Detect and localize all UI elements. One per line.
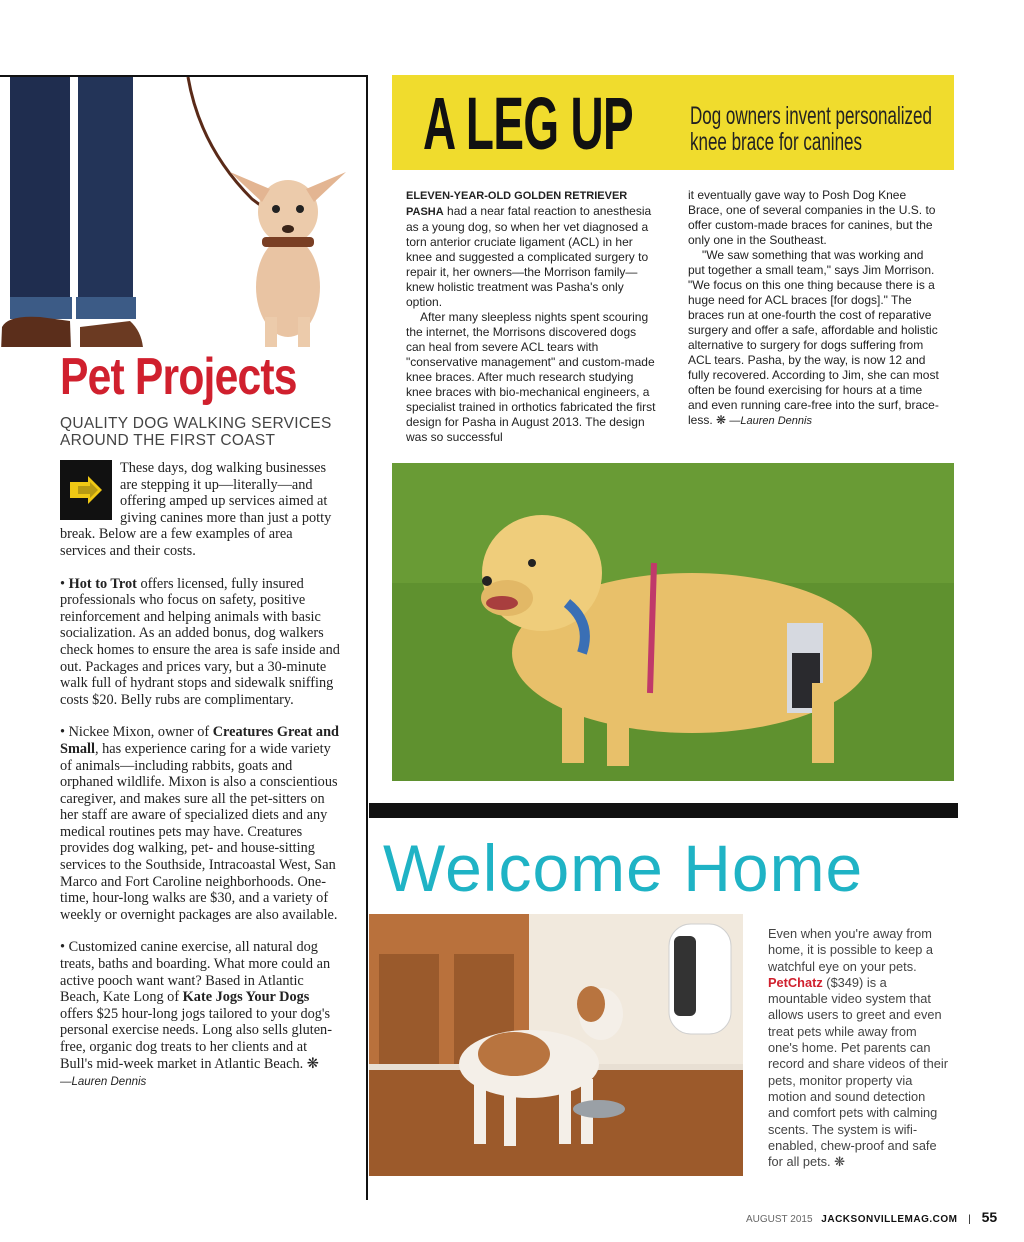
pet-projects-item-kate-jogs: • Customized canine exercise, all natural dog treats, baths and boarding. What more could an active pooch want want? Based in Atlantic Beach, Kate Long of Kate Jogs Your Dogs offers $25 hour-long jogs tailored to your dog's personal exercise needs. Long also sells gluten-free, organic dog treats to her clients and at Bull's mid-week market in Atlantic Beach. ❋ [60,939,332,1072]
pet-projects-intro: These days, dog walking businesses are stepping it up—literally—and offering amped up services aimed at giving canines more than just a potty break. Below are a few examples of area services and their costs. [60,460,332,559]
leg-up-column-1 [406,188,658,445]
pet-projects-item-creatures: • Nickee Mixon, owner of Creatures Great and Small, has experience caring for a wide variety of animals—including rabbits, goats and orphaned wildlife. Mixon is also a conscientious caregiver, and makes sure all the pet-sitters on her staff are aware of specialized diets and any medical routines pets may have. Creatures provides dog walking, pet- and house-sitting services to the Southside, Intracoastal West, San Marco and Fort Caroline neighborhoods. One-time, hour-long walks are $30, and a variety of weekly or overnight packages are also available. [60,724,339,923]
welcome-home-rule [369,803,958,818]
pet-projects-body [60,460,342,1091]
leg-up-title: A LEG UP [423,82,634,165]
petchatz-name: PetChatz [768,974,823,990]
golden-retriever-photo [392,463,954,781]
welcome-home-title: Welcome Home [383,831,864,905]
leg-up-subtitle: Dog owners invent personalized knee brace for canines [690,102,932,156]
footer-separator: | [968,1214,971,1225]
leg-up-paragraph-1: ELEVEN-YEAR-OLD GOLDEN RETRIEVER PASHA had a near fatal reaction to anesthesia as a young dog, so when her vet diagnosed a torn anterior cruciate ligament (ACL) in her knee and suggested a complicated surgery to repair it, her owners—the Morrison family—knew holistic treatment was Pasha's only option. [406,190,652,309]
welcome-home-body: Even when you're away from home, it is possible to keep a watchful eye on your pets. PetChatz ($349) is a mountable video system that allows users to greet and even treat pets while away from one's home. Pet parents can record and share videos of their pets, monitor property via motion and sound detection and comfort pets with calming scents. The system is wifi-enabled, chew-proof and safe for all pets. ❋ [768,926,948,1170]
leg-up-paragraph-2: After many sleepless nights spent scouring the internet, the Morrisons discovered dogs can heal from severe ACL tears with "conservative management" and custom-made knee braces. After much research studying knee braces with bio-mechanical engineers, a specialist trained in orthotics fabricated the first design for Pasha in August 2013. The design was so successful [406,310,656,444]
arrow-badge [60,460,120,523]
pet-projects-subtitle: QUALITY DOG WALKING SERVICES AROUND THE FIRST COAST [60,415,332,449]
page-footer [746,1209,997,1225]
footer-issue: AUGUST 2015 [746,1214,813,1225]
arrow-icon [60,460,112,520]
page-number: 55 [981,1209,998,1225]
footer-site: JACKSONVILLEMAG.COM [821,1214,958,1225]
pet-projects-title: Pet Projects [60,348,297,406]
leg-up-column-2 [688,188,940,429]
pet-projects-byline: —Lauren Dennis [60,1076,147,1089]
leg-up-paragraph-4: "We saw something that was working and put together a small team," says Jim Morrison. "We focus on this one thing because there is a huge need for ACL braces [for dogs]." The braces run at one-fourth the cost of reparative surgery and offer a safe, affordable and holistic alternative to surgery for dogs suffering from ACL tears. Pasha, by the way, is now 12 and fully recovered. According to Jim, she can most often be found exercising for hours at a time and even running care-free into the surf, brace-less. ❋ —Lauren Dennis [688,248,939,427]
petchatz-dog-photo [369,914,743,1176]
leg-up-paragraph-3: it eventually gave way to Posh Dog Knee Brace, one of several companies in the U.S. to offer custom-made braces for canines, but the only one in the Southeast. [688,188,936,247]
dog-walking-photo [0,77,366,347]
pet-projects-item-hot-to-trot: • Hot to Trot offers licensed, fully insured professionals who focus on safety, positive reinforcement and helping animals with basic socialization. As an added bonus, dog walkers check homes to ensure the area is safe inside and out. Packages and prices vary, but a 30-minute walk full of hydrant stops and sidewalk sniffing costs $20. Belly rubs are complimentary. [60,575,340,708]
